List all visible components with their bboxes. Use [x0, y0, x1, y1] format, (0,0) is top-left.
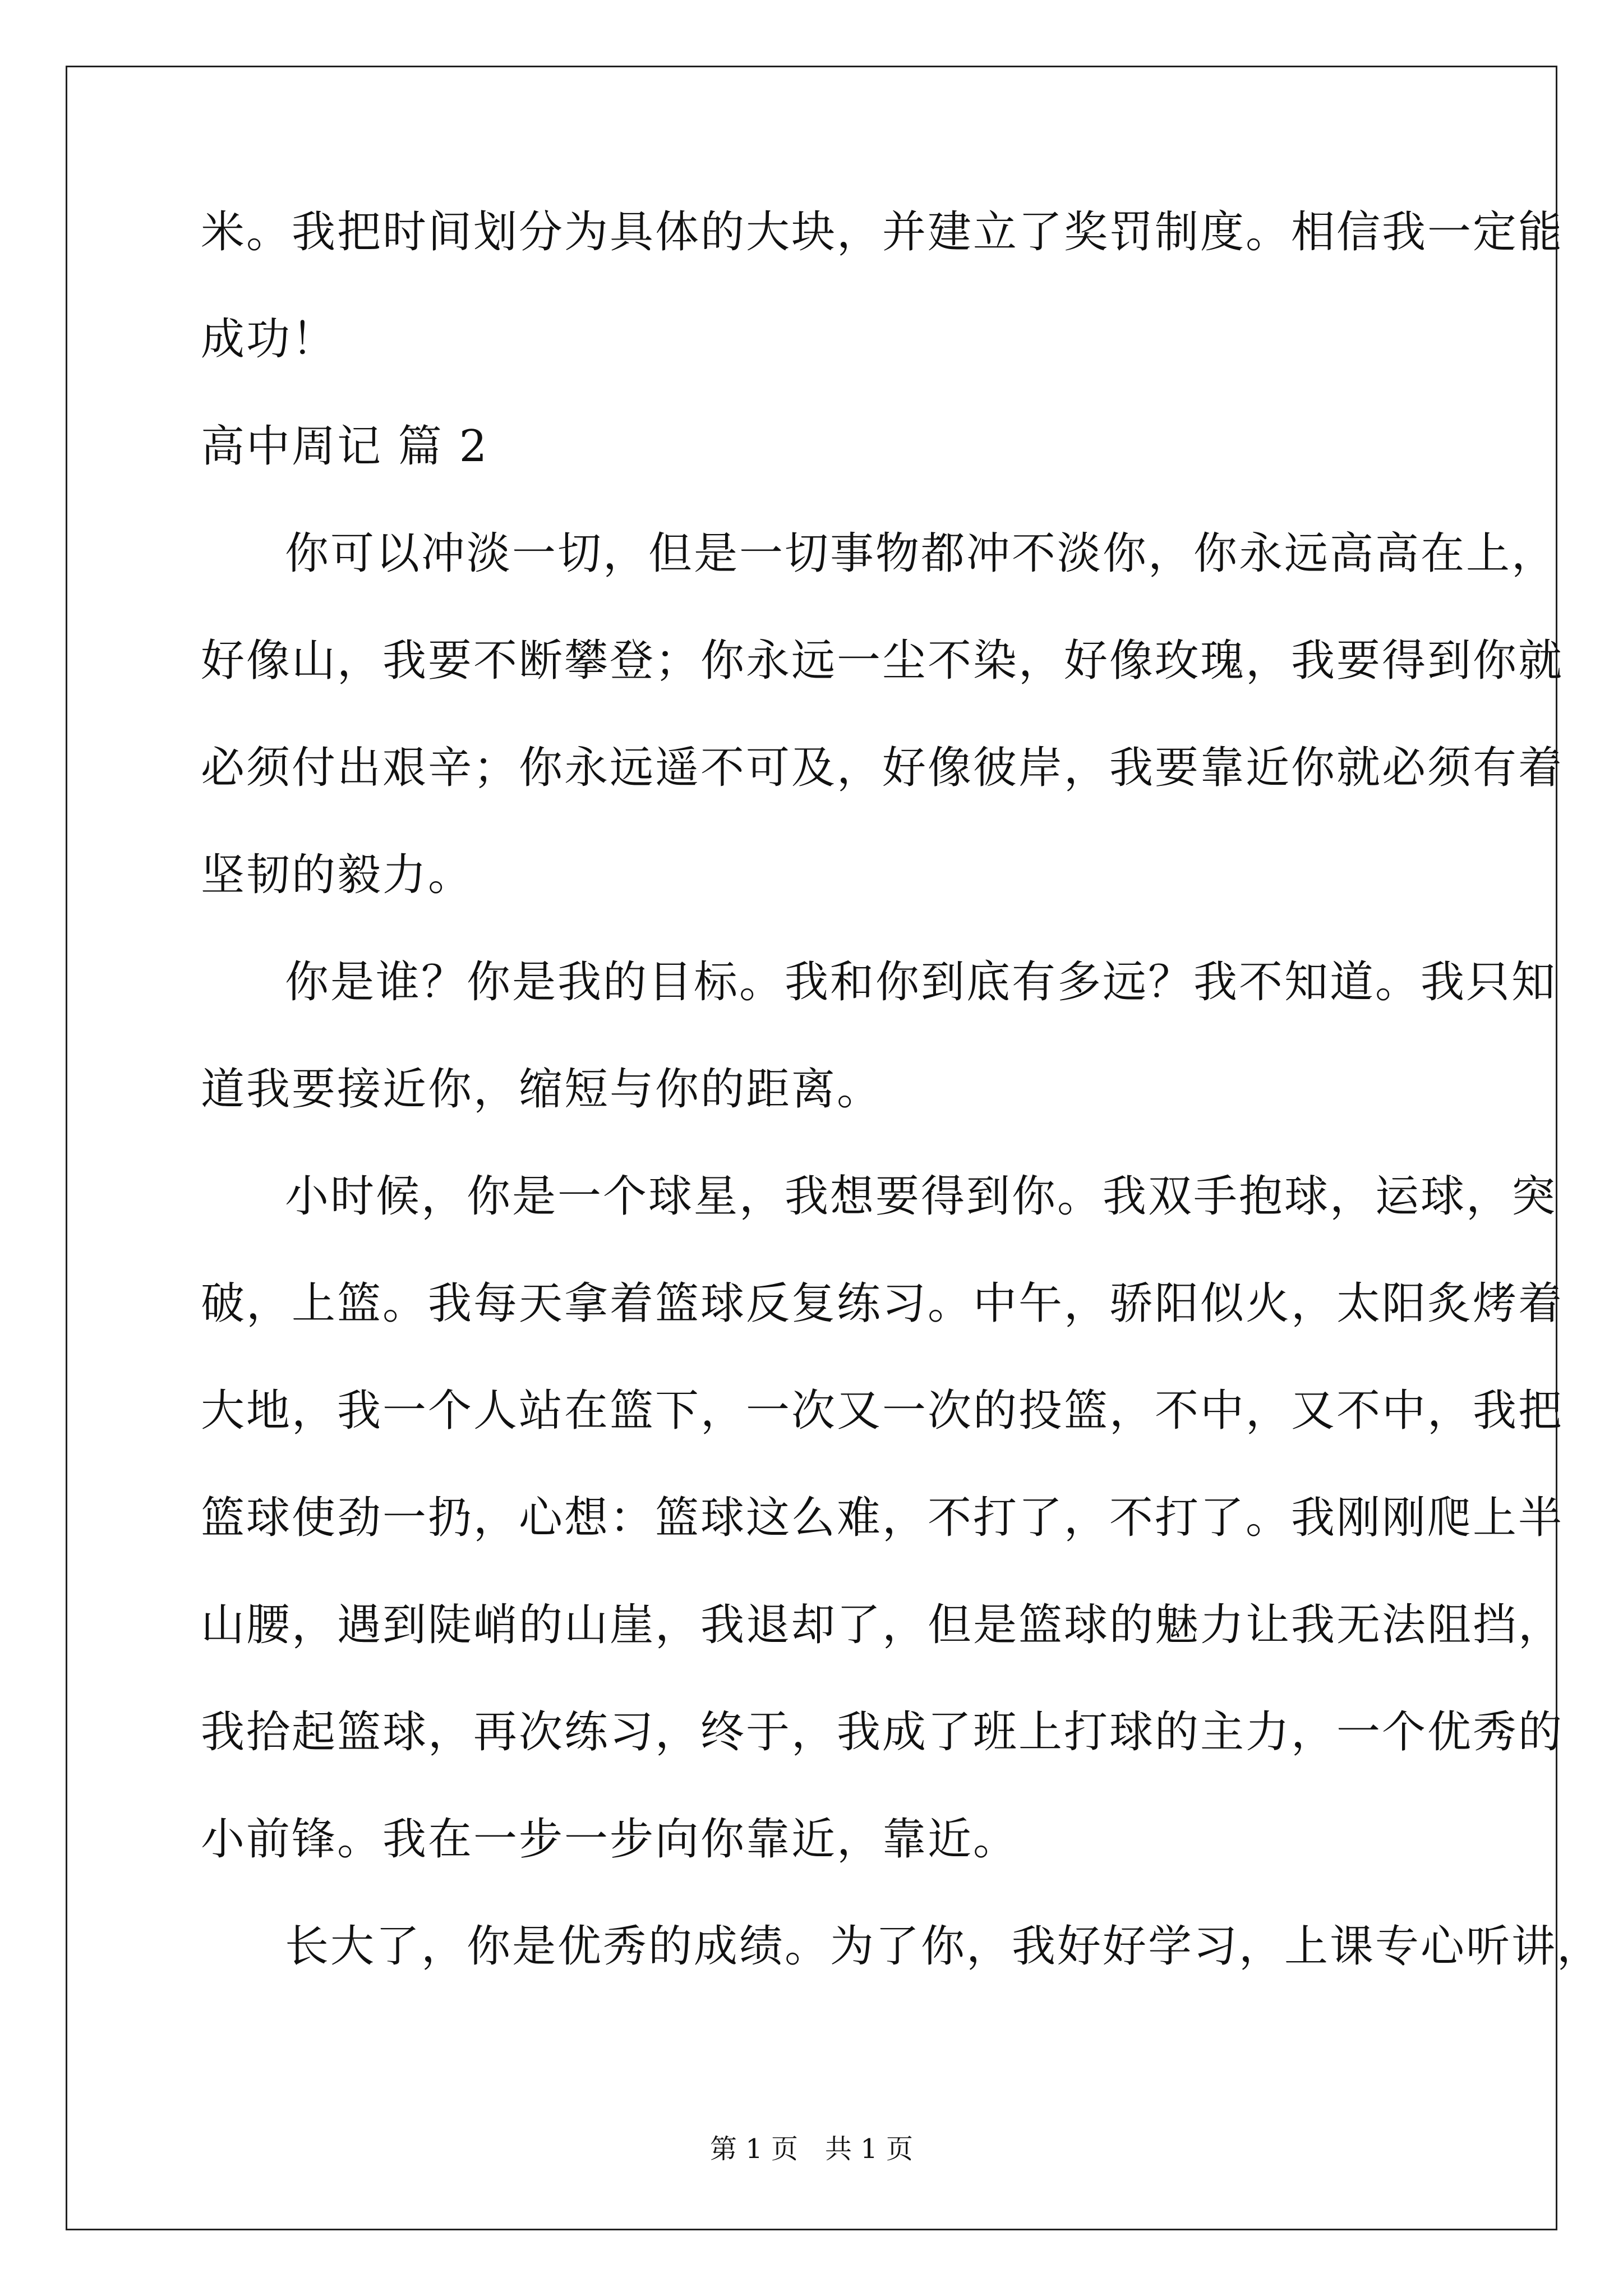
text-line: 我拾起篮球，再次练习，终于，我成了班上打球的主力，一个优秀的 [201, 1707, 1564, 1757]
text-line: 坚韧的毅力。 [201, 850, 474, 900]
page-number-footer: 第 1 页 共 1 页 [709, 2133, 914, 2165]
text-line: 好像山，我要不断攀登；你永远一尘不染，好像玫瑰，我要得到你就 [201, 636, 1564, 686]
paragraph-start-line: 长大了，你是优秀的成绩。为了你，我好好学习，上课专心听讲， [285, 1921, 1603, 1972]
paragraph-start-line: 你可以冲淡一切，但是一切事物都冲不淡你，你永远高高在上， [285, 528, 1557, 579]
text-line: 破，上篮。我每天拿着篮球反复练习。中午，骄阳似火，太阳炙烤着 [201, 1278, 1564, 1329]
paragraph-start-line: 小时候，你是一个球星，我想要得到你。我双手抱球，运球，突 [285, 1171, 1557, 1222]
text-line: 成功！ [201, 314, 338, 365]
text-line: 大地，我一个人站在篮下，一次又一次的投篮，不中，又不中，我把 [201, 1386, 1564, 1436]
document-body [201, 207, 1603, 2032]
text-line: 必须付出艰辛；你永远遥不可及，好像彼岸，我要靠近你就必须有着 [201, 743, 1564, 793]
paragraph-start-line: 你是谁？你是我的目标。我和你到底有多远？我不知道。我只知 [285, 957, 1557, 1007]
section-heading: 高中周记 篇 2 [201, 421, 489, 472]
text-line: 米。我把时间划分为具体的大块，并建立了奖罚制度。相信我一定能 [201, 207, 1564, 257]
text-line: 小前锋。我在一步一步向你靠近，靠近。 [201, 1814, 1019, 1865]
text-line: 篮球使劲一扔，心想：篮球这么难，不打了，不打了。我刚刚爬上半 [201, 1493, 1564, 1543]
text-line: 道我要接近你，缩短与你的距离。 [201, 1064, 883, 1115]
text-line: 山腰，遇到陡峭的山崖，我退却了，但是篮球的魅力让我无法阻挡， [201, 1600, 1564, 1650]
